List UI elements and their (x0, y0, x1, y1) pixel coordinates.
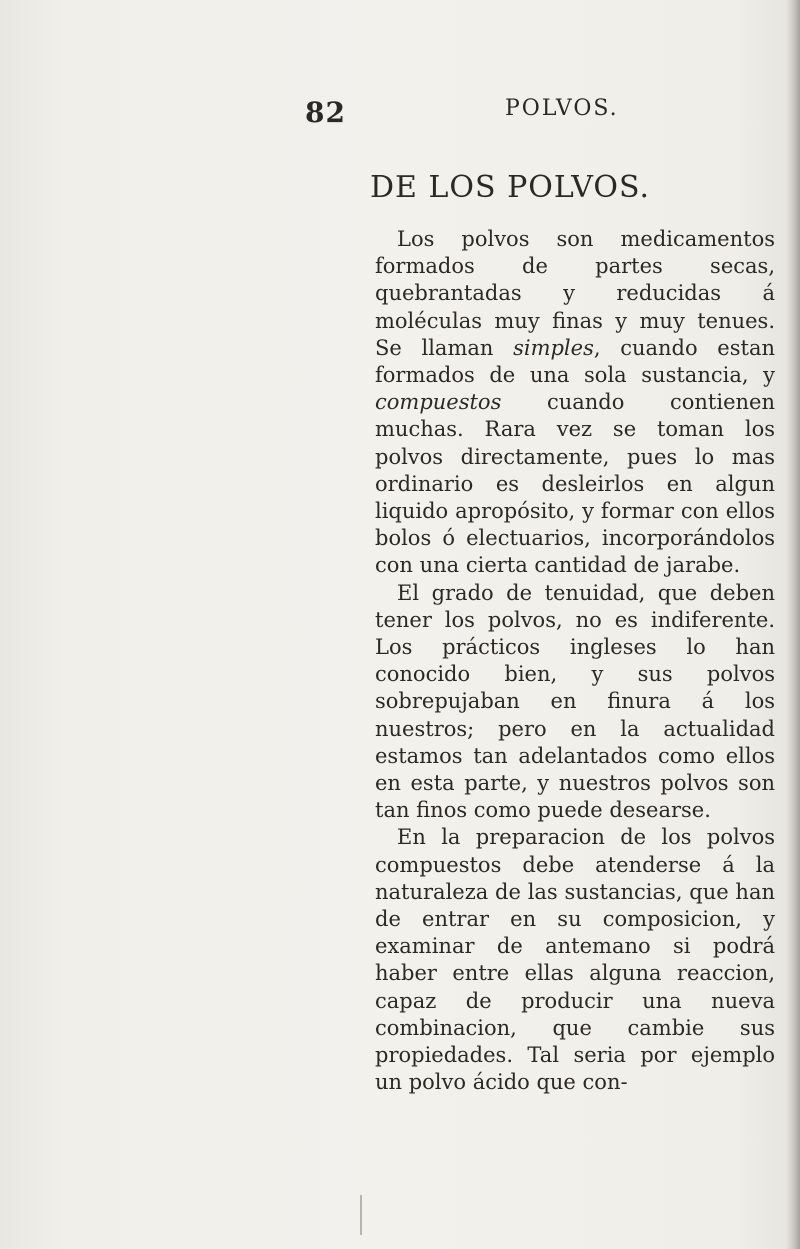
section-title: DE LOS POLVOS. (370, 170, 650, 205)
paragraph-text: Los polvos son medicamentos formados de partes secas, quebrantadas y reducidas á moléculas muy finas y muy tenues. Se llaman (375, 227, 775, 360)
paragraph-text: , cuando estan formados de una sola sustancia, y (375, 335, 775, 388)
paragraph: En la preparacion de los polvos compuestos debe atenderse á la naturaleza de las sustancias, que han de entrar en su composicion, y examinar de antemano si podrá haber entre ellas alguna reaccion, capaz de producir una nueva combinacion, que cambie sus propiedades. Tal seria por ejemplo un polvo ácido que con- (375, 825, 775, 1095)
page-header (305, 96, 725, 136)
page-edge-shadow (786, 0, 800, 1249)
italic-term: compuestos (375, 390, 502, 415)
page-mark (360, 1195, 370, 1235)
body-text (375, 226, 775, 1097)
paragraph (375, 226, 775, 580)
page-number: 82 (305, 96, 346, 129)
running-title: POLVOS. (505, 96, 619, 121)
paragraph: El grado de tenuidad, que deben tener los polvos, no es indiferente. Los prácticos ingleses lo han conocido bien, y sus polvos sobrepujaban en finura á los nuestros; pero en la actualidad estamos tan adelantados como ellos en esta parte, y nuestros polvos son tan finos como puede desearse. (375, 580, 775, 823)
paragraph-text: cuando contienen muchas. Rara vez se toman los polvos directamente, pues lo mas ordinario es desleirlos en algun liquido apropósito, y formar con ellos bolos ó electuarios, incorporándolos con una cierta cantidad de jarabe. (375, 390, 775, 578)
italic-term: simples (513, 335, 594, 360)
